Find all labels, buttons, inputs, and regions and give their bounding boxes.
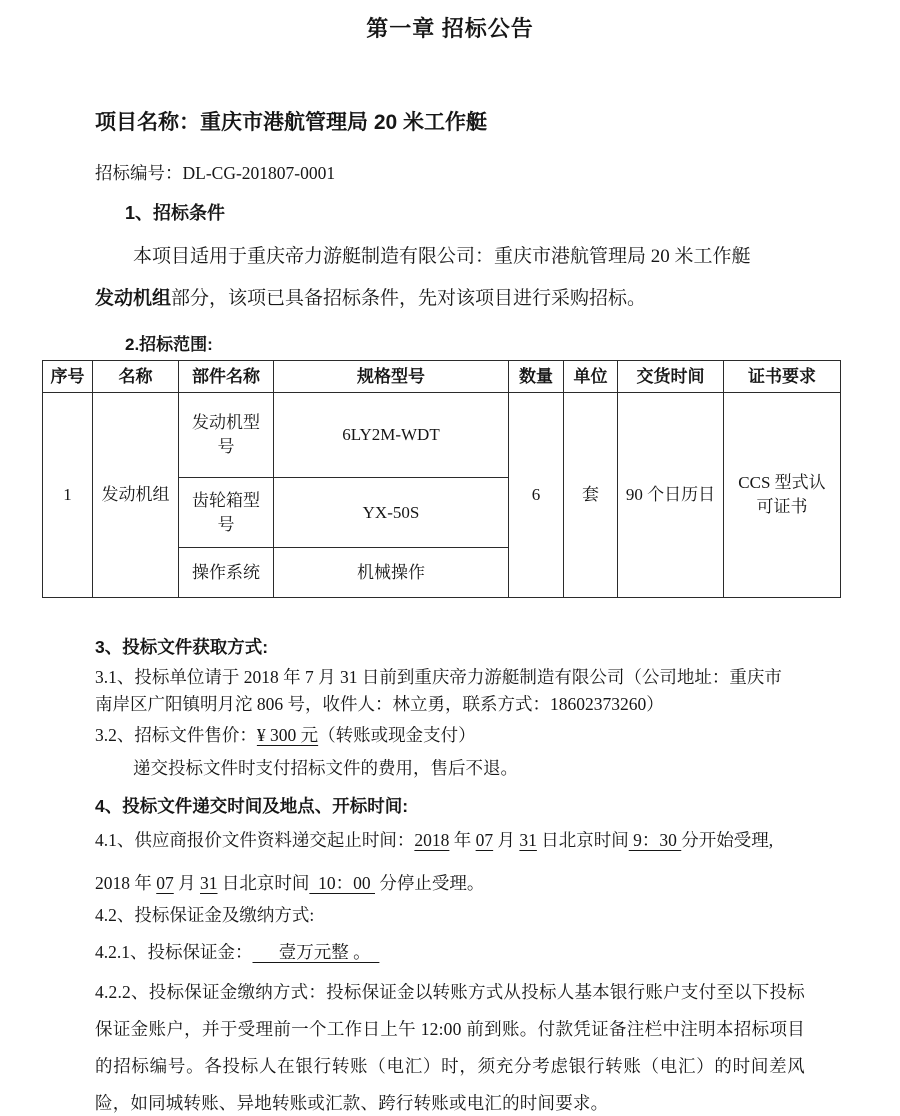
cell-part-name-3: 操作系统 [179,548,274,598]
cell-spec-1: 6LY2M-WDT [274,393,509,478]
engine-unit-bold-text: 发动机组 [95,288,172,309]
item-4-1b-text-2: 月 [173,873,200,893]
section-4-heading: 4、投标文件递交时间及地点、开标时间: [95,796,409,816]
item-4-2-1 [95,939,805,965]
section-2-heading: 2.招标范围: [125,335,213,354]
start-day-underlined: 31 [519,830,537,850]
section-1-paragraph-line-1: 本项目适用于重庆帝力游艇制造有限公司：重庆市港航管理局 20 米工作艇 [133,246,751,267]
item-4-1b-text-1: 2018 年 [95,873,157,893]
item-3-2-note: 递交投标文件时支付招标文件的费用，售后不退。 [133,758,518,778]
cell-part-name-2: 齿轮箱型号 [179,478,274,548]
tender-number: 招标编号：DL-CG-201807-0001 [95,163,336,183]
item-4-1-text-1: 4.1、供应商报价文件资料递交起止时间： [95,830,415,850]
col-header-spec-model: 规格型号 [274,361,509,393]
end-month-underlined: 07 [156,873,174,893]
item-4-2: 4.2、投标保证金及缴纳方式: [95,905,315,925]
item-3-2 [95,723,805,747]
col-header-name: 名称 [93,361,179,393]
end-day-underlined: 31 [200,873,218,893]
cell-quantity: 6 [509,393,564,598]
start-time-underlined: 9：30 [628,830,682,850]
chapter-title: 第一章 招标公告 [366,16,534,41]
col-header-seq: 序号 [43,361,93,393]
col-header-certificate: 证书要求 [724,361,841,393]
project-name: 项目名称：重庆市港航管理局 20 米工作艇 [95,111,488,134]
section-1-paragraph-line-2-rest: 部分，该项已具备招标条件，先对该项目进行采购招标。 [171,288,647,309]
item-4-2-1-prefix: 4.2.1、投标保证金： [95,942,253,962]
item-4-1-line-2 [95,871,805,895]
item-4-1-text-2: 年 [449,830,476,850]
item-4-1-line-1 [95,828,805,852]
start-year-underlined: 2018 [414,830,450,850]
deposit-amount-underlined: 壹万元整 。 [252,942,380,962]
cell-spec-2: YX-50S [274,478,509,548]
item-4-1-text-5: 分开始受理, [681,830,774,850]
item-3-1-line-2: 南岸区广阳镇明月沱 806 号，收件人：林立勇，联系方式：18602373260） [95,694,664,714]
section-1-heading: 1、招标条件 [125,203,226,223]
item-4-2-2: 4.2.2、投标保证金缴纳方式：投标保证金以转账方式从投标人基本银行账户支付至以下投标保证金账户，并于受理前一个工作日上午 12:00 前到账。付款凭证备注栏中注明本招标项目的招标编号。各投标人在银行转账（电汇）时，须充分考虑银行转账（电汇）的时间差风险，如同城转账、异地转账或汇款、跨行转账或电汇的时间要求。 [95,982,805,1113]
item-3-1-line-1: 3.1、投标单位请于 2018 年 7 月 31 日前到重庆帝力游艇制造有限公司（公司地址：重庆市 [95,667,782,687]
end-time-underlined: 10：00 [309,873,375,893]
col-header-unit: 单位 [564,361,618,393]
col-header-part-name: 部件名称 [179,361,274,393]
tender-scope-table [42,360,841,598]
document-price-underlined: ¥ 300 元 [256,725,319,745]
cell-certificate: CCS 型式认可证书 [724,393,841,598]
item-4-1b-text-3: 日北京时间 [217,873,310,893]
cell-seq: 1 [43,393,93,598]
cell-spec-3: 机械操作 [274,548,509,598]
start-month-underlined: 07 [475,830,494,850]
item-4-1b-text-4: 分停止受理。 [375,873,485,893]
cell-name: 发动机组 [93,393,179,598]
item-4-1-text-4: 日北京时间 [536,830,629,850]
col-header-quantity: 数量 [509,361,564,393]
section-3-heading: 3、投标文件获取方式: [95,637,269,657]
item-4-1-text-3: 月 [493,830,520,850]
table-header-row [43,361,841,393]
item-3-2-prefix: 3.2、招标文件售价： [95,725,257,745]
col-header-delivery-time: 交货时间 [618,361,724,393]
cell-part-name-1: 发动机型号 [179,393,274,478]
table-row-engine-model [43,393,841,478]
section-1-paragraph-line-2 [95,285,805,313]
item-3-2-suffix: （转账或现金支付） [318,725,476,745]
cell-delivery-time: 90 个日历日 [618,393,724,598]
cell-unit: 套 [564,393,618,598]
